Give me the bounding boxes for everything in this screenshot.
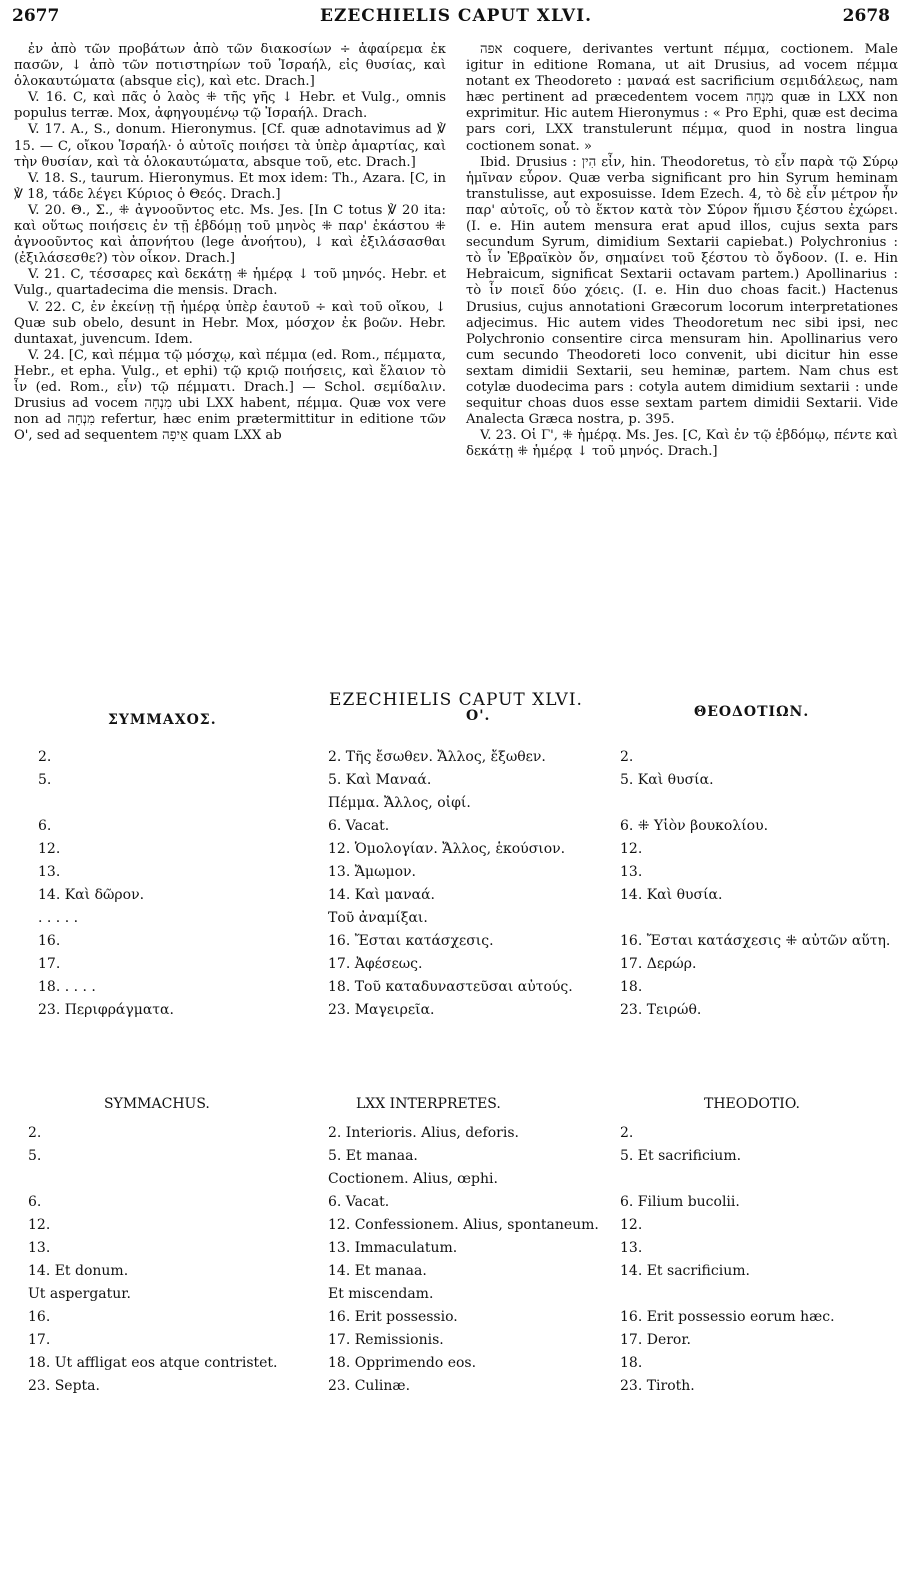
- table-cell: [604, 1170, 900, 1189]
- note-paragraph: V. 17. A., S., donum. Hieronymus. [Cf. quæ adnotavimus ad ℣ 15. — C, οἴκου Ἰσραήλ· ὁ αὐτοῖς ποιήσει τὰ ὑπὲρ ἁμαρτίας, καὶ τὴν θυσίαν, καὶ τὰ ὁλοκαυτώματα, absque τοῦ, etc. Drach.]: [14, 122, 446, 170]
- table-cell: 23. Tiroth.: [620, 1378, 695, 1394]
- note-paragraph: V. 20. Θ., Σ., ⁜ ἀγνοοῦντος etc. Ms. Jes. [In C totus ℣ 20 ita: καὶ οὕτως ποιήσεις ἐν τῇ ἑβδόμῃ τοῦ μηνὸς ⁜ παρ' ἑκάστου ⁜ ἀγνοοῦντος καὶ ἀπονήτου (lege ἀνοήτου), ↓ καὶ ἐξιλάσασθαι (ἐξιλάσεσθε?) τὸν οἶκον. Drach.]: [14, 202, 446, 267]
- table-cell: 5. Καὶ θυσία.: [620, 772, 714, 788]
- table-cell: 6. ⁜ Υἱὸν βουκολίου.: [620, 818, 769, 834]
- note-paragraph: V. 21. C, τέσσαρες καὶ δεκάτῃ ⁜ ἡμέρᾳ ↓ τοῦ μηνός. Hebr. et Vulg., quartadecima die mensis. Drach.: [14, 267, 446, 299]
- note-paragraph: ἐν ἀπὸ τῶν προβάτων ἀπὸ τῶν διακοσίων ÷ ἀφαίρεμα ἐκ πασῶν, ↓ ἀπὸ τῶν ποτιστηρίων τοῦ Ἰσραήλ, εἰς θυσίας, καὶ ὁλοκαυτώματα (absque εἰς), καὶ etc. Drach.]: [14, 42, 446, 90]
- notes-section: [14, 42, 902, 652]
- table-cell: 13.: [620, 1240, 643, 1256]
- table-row: [20, 794, 900, 813]
- table-cell: 17.: [38, 956, 61, 972]
- notes-column-left: [14, 42, 446, 444]
- table-cell: 6.: [38, 818, 52, 834]
- table-cell: 13.: [28, 1240, 51, 1256]
- table-cell: [20, 794, 308, 813]
- table-cell: 16.: [38, 933, 61, 949]
- hexapla-latin-table: [20, 1124, 900, 1396]
- table-cell: 5. Καὶ Μαναά.: [328, 772, 432, 788]
- table-row: [20, 1001, 900, 1020]
- table-row: [20, 817, 900, 836]
- table-cell: 2.: [620, 749, 634, 765]
- table-cell: 18. Ut affligat eos atque contristet.: [28, 1355, 278, 1371]
- note-paragraph: V. 23. Οἱ Γ', ⁜ ἡμέρᾳ. Ms. Jes. [C, Καὶ ἐν τῷ ἑβδόμῳ, πέντε καὶ δεκάτῃ ⁜ ἡμέρᾳ ↓ τοῦ μηνός. Drach.]: [466, 428, 898, 460]
- table-row: [20, 1216, 900, 1235]
- table-cell: 12.: [620, 1217, 643, 1233]
- notes-column-right: [466, 42, 898, 460]
- table-row: [20, 1262, 900, 1281]
- table-cell: 5.: [28, 1148, 42, 1164]
- table-cell: 2.: [620, 1125, 634, 1141]
- table-row: [20, 840, 900, 859]
- table-cell: Πέμμα. Ἄλλος, οἰφί.: [328, 795, 471, 811]
- column-head-theodotion-latin: THEODOTIO.: [704, 1096, 800, 1112]
- note-paragraph: V. 18. S., taurum. Hieronymus. Et mox idem: Th., Azara. [C, in ℣ 18, τάδε λέγει Κύριος ὁ Θεός. Drach.]: [14, 170, 446, 202]
- table-cell: 14. Καὶ μαναά.: [328, 887, 435, 903]
- table-row: [20, 909, 900, 928]
- table-row: [20, 1193, 900, 1212]
- table-cell: 14. Καὶ θυσία.: [620, 887, 723, 903]
- table-cell: [20, 1170, 308, 1189]
- table-cell: 17.: [28, 1332, 51, 1348]
- table-cell: [604, 909, 900, 928]
- hexapla-title: EZECHIELIS CAPUT XLVI.: [329, 690, 583, 710]
- table-cell: 16. Ἔσται κατάσχεσις ⁜ αὐτῶν αὕτη.: [620, 933, 891, 949]
- table-cell: Τοῦ ἀναμίξαι.: [328, 910, 428, 926]
- table-row: [20, 1377, 900, 1396]
- table-cell: 16. Erit possessio.: [328, 1309, 458, 1325]
- table-row: [20, 1354, 900, 1373]
- table-cell: [604, 794, 900, 813]
- table-cell: 5. Et manaa.: [328, 1148, 418, 1164]
- page-number-left: 2677: [12, 6, 60, 26]
- table-row: [20, 1239, 900, 1258]
- table-cell: 13. Immaculatum.: [328, 1240, 458, 1256]
- column-head-theodotion-greek: ΘΕΟΔΟΤΙΩΝ.: [694, 704, 810, 720]
- table-cell: 14. Καὶ δῶρον.: [38, 887, 145, 903]
- table-cell: 12.: [38, 841, 61, 857]
- table-cell: 12.: [28, 1217, 51, 1233]
- page-number-right: 2678: [842, 6, 890, 26]
- column-head-symmachus-greek: ΣΥΜΜΑΧΟΣ.: [108, 712, 217, 728]
- table-cell: 5. Et sacrificium.: [620, 1148, 742, 1164]
- table-row: [20, 1147, 900, 1166]
- table-cell: 18.: [620, 979, 643, 995]
- table-cell: 23. Culinæ.: [328, 1378, 411, 1394]
- table-cell: 14. Et donum.: [28, 1263, 129, 1279]
- table-row: [20, 771, 900, 790]
- table-cell: 2.: [38, 749, 52, 765]
- hexapla-greek-table: [20, 748, 900, 1020]
- table-cell: Coctionem. Alius, œphi.: [328, 1171, 498, 1187]
- table-cell: 16. Erit possessio eorum hæc.: [620, 1309, 835, 1325]
- table-cell: 2. Τῆς ἔσωθεν. Ἄλλος, ἔξωθεν.: [328, 749, 546, 765]
- table-cell: Ut aspergatur.: [28, 1286, 131, 1302]
- table-cell: 23. Μαγειρεῖα.: [328, 1002, 435, 1018]
- table-cell: 6.: [28, 1194, 42, 1210]
- table-cell: 23. Τειρώθ.: [620, 1002, 702, 1018]
- table-cell: 18.: [620, 1355, 643, 1371]
- table-row: [20, 1308, 900, 1327]
- table-cell: 12.: [620, 841, 643, 857]
- table-cell: 16. Ἔσται κατάσχεσις.: [328, 933, 494, 949]
- table-cell: . . . . .: [38, 910, 79, 926]
- table-row: [20, 1331, 900, 1350]
- table-cell: 5.: [38, 772, 52, 788]
- table-cell: 13. Ἄμωμον.: [328, 864, 416, 880]
- table-row: [20, 863, 900, 882]
- note-paragraph: Ibid. Drusius : הִין εἶν, hin. Theodoretus, τὸ εἶν παρὰ τῷ Σύρῳ ἡμῖναν εὗρον. Quæ verba significant pro hin Syrum heminam transtulisse, aut exposuisse. Idem Ezech. 4, τὸ δὲ εἶν μέτρον ἦν παρ' αὐτοῖς, οὗ τὸ ἕκτον κατὰ τὸν Σύρον ἥμισυ ξέστου ἐχώρει. (I. e. Hin autem mensura erat apud illos, cujus sexta pars secundum Syrum, dimidium Sextarii capiebat.) Polychronius : τὸ ἶν Ἑβραϊκὸν ὄν, σημαίνει τοῦ ξέστου τὸ ὄγδοον. (I. e. Hin Hebraicum, significat Sextarii octavam partem.) Apollinarius : τὸ ἶν ποιεῖ δύο χόεις. (I. e. Hin duo choas facit.) Hactenus Drusius, cujus annotationi Græcorum locorum interpretationes adjecimus. Hic autem vides Theodoretum nec sibi ipsi, nec Polychronio consentire circa mensuram hin. Apollinarius vero cum secundo Theodoreti loco convenit, ubi dicitur hin esse sextam dimidii Sextarii, seu heminæ, partem. Nam chus est cotylæ duodecima pars : cotyla autem dimidium sextarii : unde sequitur choas duos esse sextam partem dimidii Sextarii. Vide Analecta Græca nostra, p. 395.: [466, 154, 898, 428]
- table-row: [20, 1170, 900, 1189]
- running-head: [0, 6, 912, 36]
- table-cell: 17. Δερώρ.: [620, 956, 697, 972]
- table-cell: 23. Περιφράγματα.: [38, 1002, 174, 1018]
- table-cell: Et miscendam.: [328, 1286, 434, 1302]
- table-cell: 6. Filium bucolii.: [620, 1194, 740, 1210]
- table-cell: 18. Opprimendo eos.: [328, 1355, 477, 1371]
- table-cell: 12. Ὁμολογίαν. Ἄλλος, ἑκούσιον.: [328, 841, 566, 857]
- table-cell: 18. Τοῦ καταδυναστεῦσαι αὐτούς.: [328, 979, 573, 995]
- table-row: [20, 978, 900, 997]
- note-paragraph: V. 16. C, καὶ πᾶς ὁ λαὸς ⁜ τῆς γῆς ↓ Hebr. et Vulg., omnis populus terræ. Mox, ἀφηγουμένῳ τῷ Ἰσραήλ. Drach.: [14, 90, 446, 122]
- table-cell: 6. Vacat.: [328, 818, 390, 834]
- table-row: [20, 1285, 900, 1304]
- table-row: [20, 748, 900, 767]
- table-cell: 17. Ἀφέσεως.: [328, 956, 423, 972]
- table-cell: 23. Septa.: [28, 1378, 100, 1394]
- table-cell: 2.: [28, 1125, 42, 1141]
- table-cell: 2. Interioris. Alius, deforis.: [328, 1125, 519, 1141]
- note-paragraph: V. 24. [C, καὶ πέμμα τῷ μόσχῳ, καὶ πέμμα (ed. Rom., πέμματα, Hebr., et epha. Vulg., et ephi) τῷ κριῷ ποιήσεις, καὶ ἔλαιον τὸ ἶν (ed. Rom., εἶν) τῷ πέμματι. Drach.] — Schol. σεμίδαλιν. Drusius ad vocem מִנְחָה ubi LXX habent, πέμμα. Quæ vox vere non ad מִנְחָה refertur, hæc enim prætermittitur in editione τῶν Ο', sed ad sequentem אֵיפָה quam LXX ab: [14, 347, 446, 444]
- table-cell: 6. Vacat.: [328, 1194, 390, 1210]
- table-row: [20, 886, 900, 905]
- column-head-lxx-greek: Ο'.: [466, 708, 491, 724]
- latin-column-heads: [0, 1096, 912, 1118]
- table-cell: 18. . . . .: [38, 979, 96, 995]
- table-cell: 14. Et manaa.: [328, 1263, 427, 1279]
- note-paragraph: אפה coquere, derivantes vertunt πέμμα, coctionem. Male igitur in editione Romana, ut ait Drusius, ad vocem πέμμα notant ex Theodoreto : μαναά est sacrificium σεμιδάλεως, nam hæc pertinent ad præcedentem vocem מִנְחָה quæ in LXX non exprimitur. Hic autem Hieronymus : « Pro Ephi, quæ est decima pars cori, LXX transtulerunt πέμμα, quod in nostra lingua coctionem sonat. »: [466, 42, 898, 154]
- column-head-symmachus-latin: SYMMACHUS.: [104, 1096, 210, 1112]
- table-cell: 14. Et sacrificium.: [620, 1263, 750, 1279]
- table-cell: 12. Confessionem. Alius, spontaneum.: [328, 1217, 599, 1233]
- column-head-lxx-latin: LXX INTERPRETES.: [356, 1096, 501, 1112]
- table-cell: 17. Remissionis.: [328, 1332, 444, 1348]
- table-cell: 17. Deror.: [620, 1332, 691, 1348]
- table-row: [20, 932, 900, 951]
- running-title: EZECHIELIS CAPUT XLVI.: [319, 6, 592, 26]
- table-cell: 13.: [38, 864, 61, 880]
- table-cell: 16.: [28, 1309, 51, 1325]
- table-cell: 13.: [620, 864, 643, 880]
- table-row: [20, 955, 900, 974]
- note-paragraph: V. 22. C, ἐν ἐκείνῃ τῇ ἡμέρᾳ ὑπὲρ ἑαυτοῦ ÷ καὶ τοῦ οἴκου, ↓ Quæ sub obelo, desunt in Hebr. Mox, μόσχον ἐκ βοῶν. Hebr. duntaxat, juvencum. Idem.: [14, 299, 446, 347]
- table-row: [20, 1124, 900, 1143]
- table-cell: [604, 1285, 900, 1304]
